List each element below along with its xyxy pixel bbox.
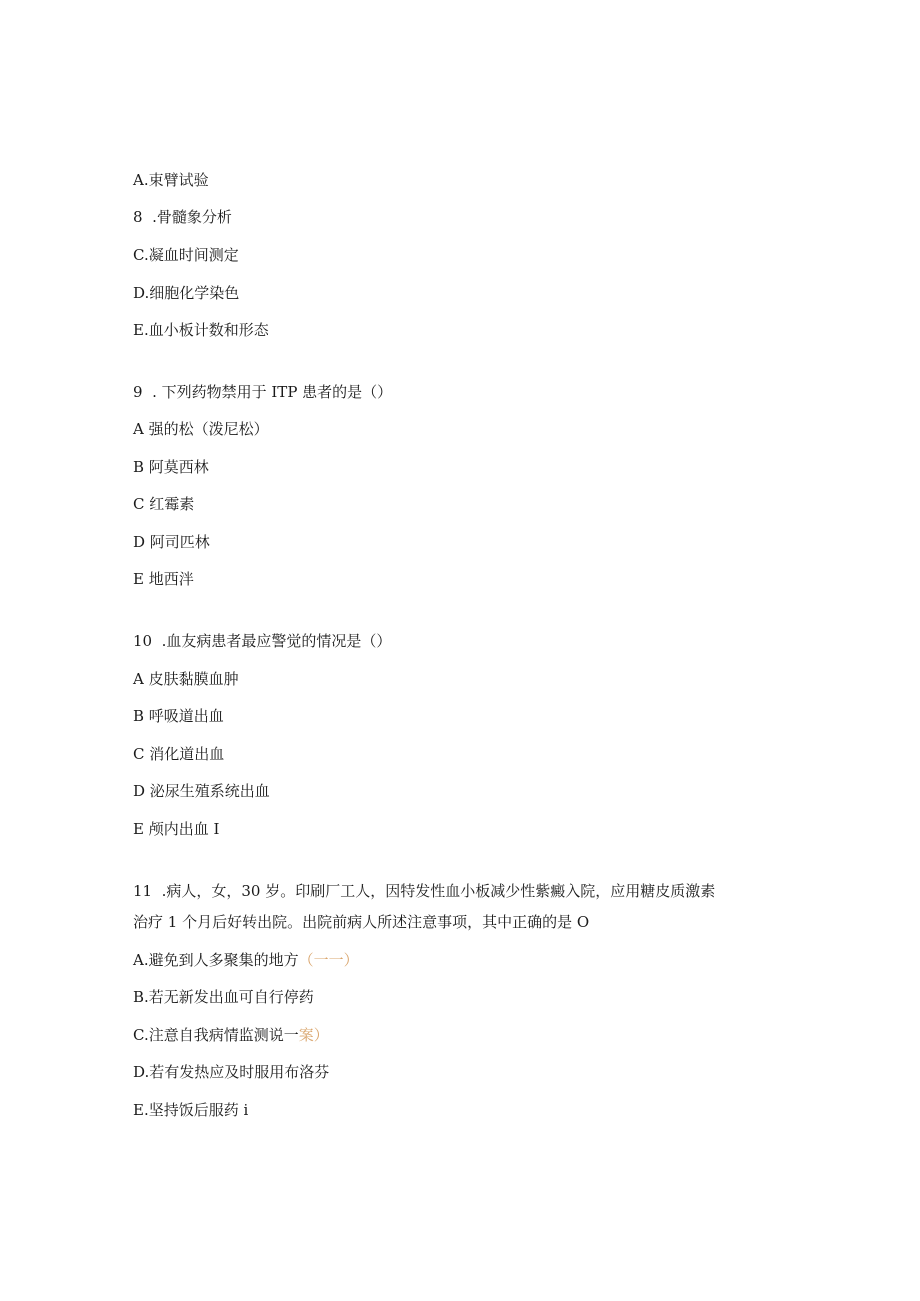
q9-option-e: E 地西泮	[133, 570, 194, 588]
q10-option-d: D 泌尿生殖系统出血	[133, 782, 270, 800]
q11-option-a-text: A.避免到人多聚集的地方	[133, 951, 299, 969]
q11-option-a-mark: （一一）	[298, 951, 359, 969]
q11-option-b: B.若无新发出血可自行停药	[133, 988, 314, 1006]
q11-option-c-text: C.注意自我病情监测说一	[133, 1026, 299, 1044]
q8-option-a: A.束臂试验	[133, 171, 209, 189]
q11-option-d: D.若有发热应及时服用布洛芬	[133, 1063, 330, 1081]
q11-stem-line1: 11 .病人，女，30 岁。印刷厂工人，因特发性血小板减少性紫癜入院，应用糖皮质激素	[133, 882, 716, 900]
q8-option-c: C.凝血时间测定	[133, 246, 239, 264]
q8-option-e: E.血小板计数和形态	[133, 321, 269, 339]
q9-option-d: D 阿司匹林	[133, 533, 210, 551]
q10-option-a: A 皮肤黏膜血肿	[133, 670, 239, 688]
q10-stem: 10 .血友病患者最应警觉的情况是（）	[133, 632, 392, 650]
q9-stem: 9 . 下列药物禁用于 ITP 患者的是（）	[133, 383, 393, 401]
q11-stem-line2: 治疗 1 个月后好转出院。出院前病人所述注意事项，其中正确的是 O	[133, 913, 590, 931]
q9-option-b: B 阿莫西林	[133, 458, 209, 476]
q9-option-c: C 红霉素	[133, 495, 195, 513]
q10-option-b: B 呼吸道出血	[133, 707, 224, 725]
q8-option-d: D.细胞化学染色	[133, 284, 240, 302]
q11-option-a	[133, 950, 359, 970]
q10-option-e: E 颅内出血 I	[133, 820, 220, 838]
q10-option-c: C 消化道出血	[133, 745, 225, 763]
q11-option-c	[133, 1025, 329, 1045]
q9-option-a: A 强的松（泼尼松）	[133, 420, 269, 438]
q11-option-e: E.坚持饭后服药 i	[133, 1101, 249, 1119]
q11-option-c-mark: 案）	[298, 1026, 329, 1044]
q8-option-b: 8 .骨髓象分析	[133, 208, 232, 226]
